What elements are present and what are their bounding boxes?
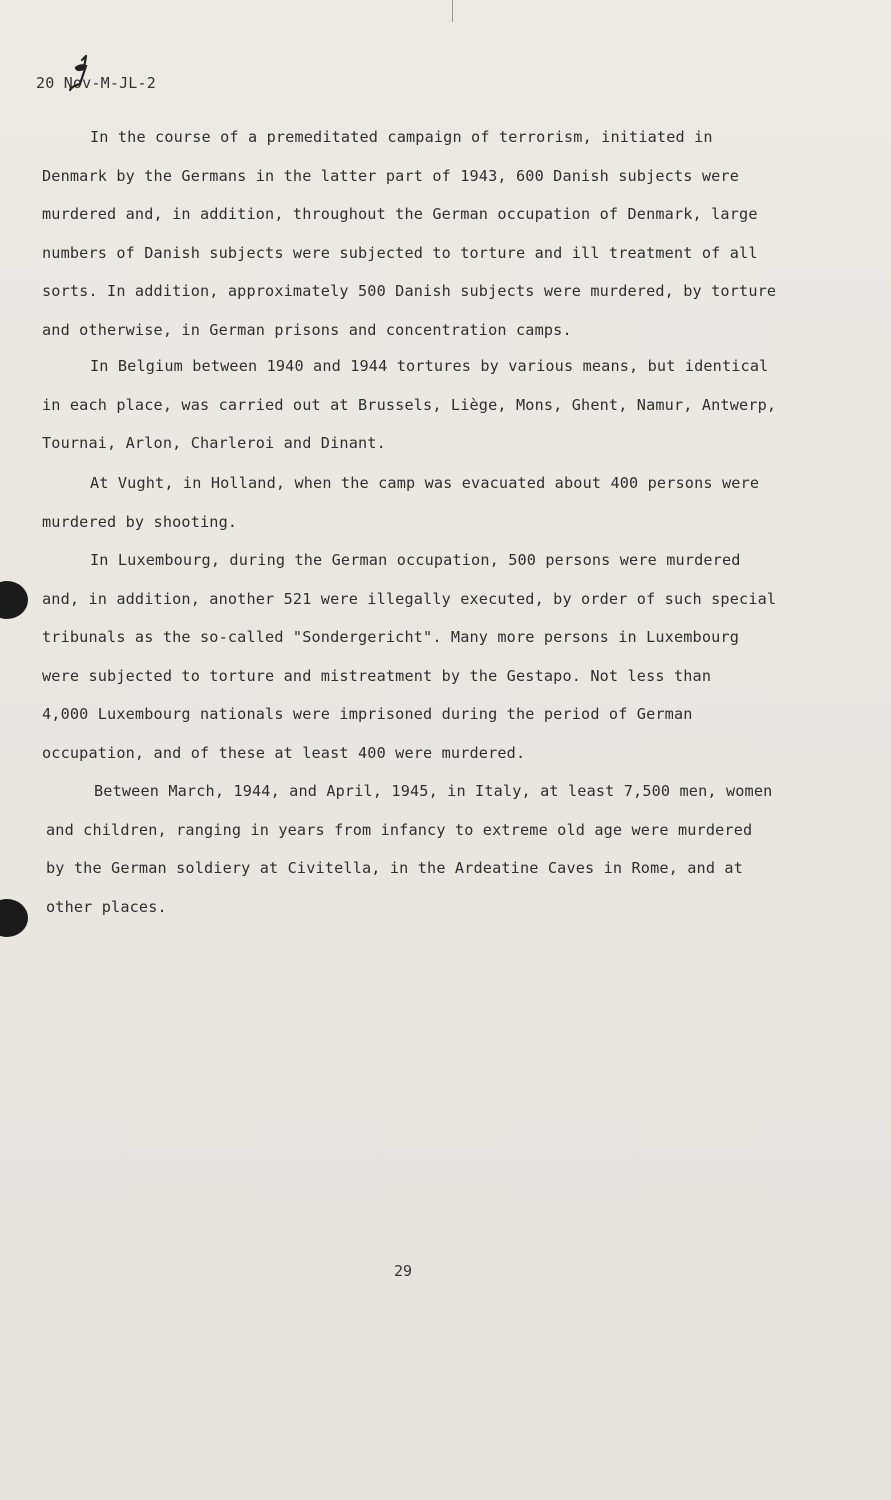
- paragraph-holland: At Vught, in Holland, when the camp was evacuated about 400 persons were murdered by shooting.: [42, 474, 760, 531]
- paragraph-denmark: In the course of a premeditated campaign of terrorism, initiated in Denmark by the Germans in the latter part of 1943, 600 Danish subjects were murdered and, in addition, throughout the German occupation of Denmark, large numbers of Danish subjects were subjected to torture and ill treatment of all sorts. In addition, approximately 500 Danish subjects were murdered, by torture and otherwise, in German prisons and concentration camps.: [42, 128, 777, 339]
- punch-hole-top: [0, 581, 28, 619]
- page-number: 29: [394, 1262, 413, 1280]
- fold-mark: [452, 0, 453, 22]
- reference-text: 20 Nov-M-JL-2: [36, 74, 156, 92]
- document-reference: [36, 74, 156, 92]
- punch-hole-bottom: [0, 899, 28, 937]
- paragraph-belgium: In Belgium between 1940 and 1944 tortures by various means, but identical in each place, was carried out at Brussels, Liège, Mons, Ghent, Namur, Antwerp, Tournai, Arlon, Charleroi and Dinant.: [42, 357, 777, 453]
- paragraph-italy: Between March, 1944, and April, 1945, in Italy, at least 7,500 men, women and children, ranging in years from infancy to extreme old age were murdered by the German soldiery at Civitella, in the Ardeatine Caves in Rome, and at other places.: [46, 782, 773, 916]
- paragraph-luxembourg: In Luxembourg, during the German occupation, 500 persons were murdered and, in addition, another 521 were illegally executed, by order of such special tribunals as the so-called "Sondergericht". Many more persons in Luxembourg were subjected to torture and mistreatment by the Gestapo. Not less than 4,000 Luxembourg nationals were imprisoned during the period of German occupation, and of these at least 400 were murdered.: [42, 551, 777, 762]
- pen-annotation-icon: [66, 54, 96, 104]
